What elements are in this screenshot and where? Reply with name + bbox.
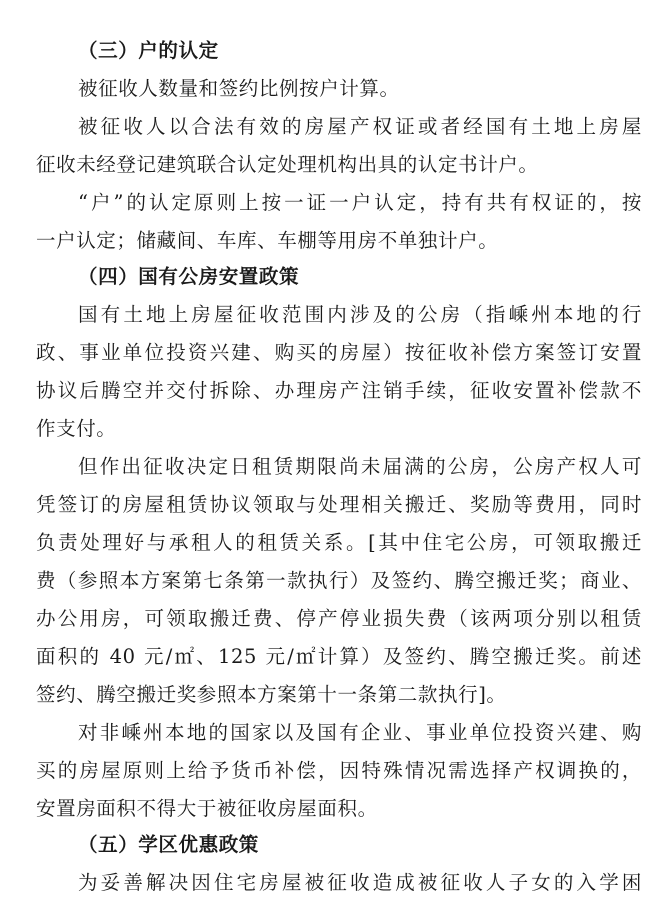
paragraph-line: 被征收人数量和签约比例按户计算。 [78,77,400,100]
section-heading-4: （四）国有公房安置政策 [78,265,300,288]
paragraph-line: 但作出征收决定日租赁期限尚未届满的公房，公房产权人可 [78,455,642,478]
section-heading-5: （五）学区优惠政策 [78,833,259,856]
paragraph-line: 买的房屋原则上给予货币补偿，因特殊情况需选择产权调换的， [36,759,642,782]
paragraph-line: 为妥善解决因住宅房屋被征收造成被征收人子女的入学困 [78,871,642,894]
paragraph-line: 协议后腾空并交付拆除、办理房产注销手续，征收安置补偿款不 [36,379,642,402]
paragraph-line: 费（参照本方案第七条第一款执行）及签约、腾空搬迁奖；商业、 [36,569,642,592]
paragraph-line: 被征收人以合法有效的房屋产权证或者经国有土地上房屋 [78,115,642,138]
paragraph-line: 凭签订的房屋租赁协议领取与处理相关搬迁、奖励等费用，同时 [36,493,642,516]
paragraph-line: “户”的认定原则上按一证一户认定，持有共有权证的，按 [78,191,642,214]
paragraph-line: 政、事业单位投资兴建、购买的房屋）按征收补偿方案签订安置 [36,341,642,364]
paragraph-line: 一户认定；储藏间、车库、车棚等用房不单独计户。 [36,229,499,252]
paragraph-line: 办公用房，可领取搬迁费、停产停业损失费（该两项分别以租赁 [36,607,642,630]
paragraph-line: 征收未经登记建筑联合认定处理机构出具的认定书计户。 [36,153,539,176]
paragraph-line: 负责处理好与承租人的租赁关系。[其中住宅公房，可领取搬迁 [36,531,642,554]
paragraph-line: 作支付。 [36,417,117,440]
paragraph-line: 安置房面积不得大于被征收房屋面积。 [36,797,378,820]
section-heading-3: （三）户的认定 [78,39,219,62]
paragraph-line: 对非嵊州本地的国家以及国有企业、事业单位投资兴建、购 [78,721,642,744]
paragraph-line: 国有土地上房屋征收范围内涉及的公房（指嵊州本地的行 [78,303,642,326]
paragraph-line: 签约、腾空搬迁奖参照本方案第十一条第二款执行]。 [36,683,507,706]
paragraph-line: 面积的 40 元/㎡、125 元/㎡计算）及签约、腾空搬迁奖。前述 [36,645,642,668]
